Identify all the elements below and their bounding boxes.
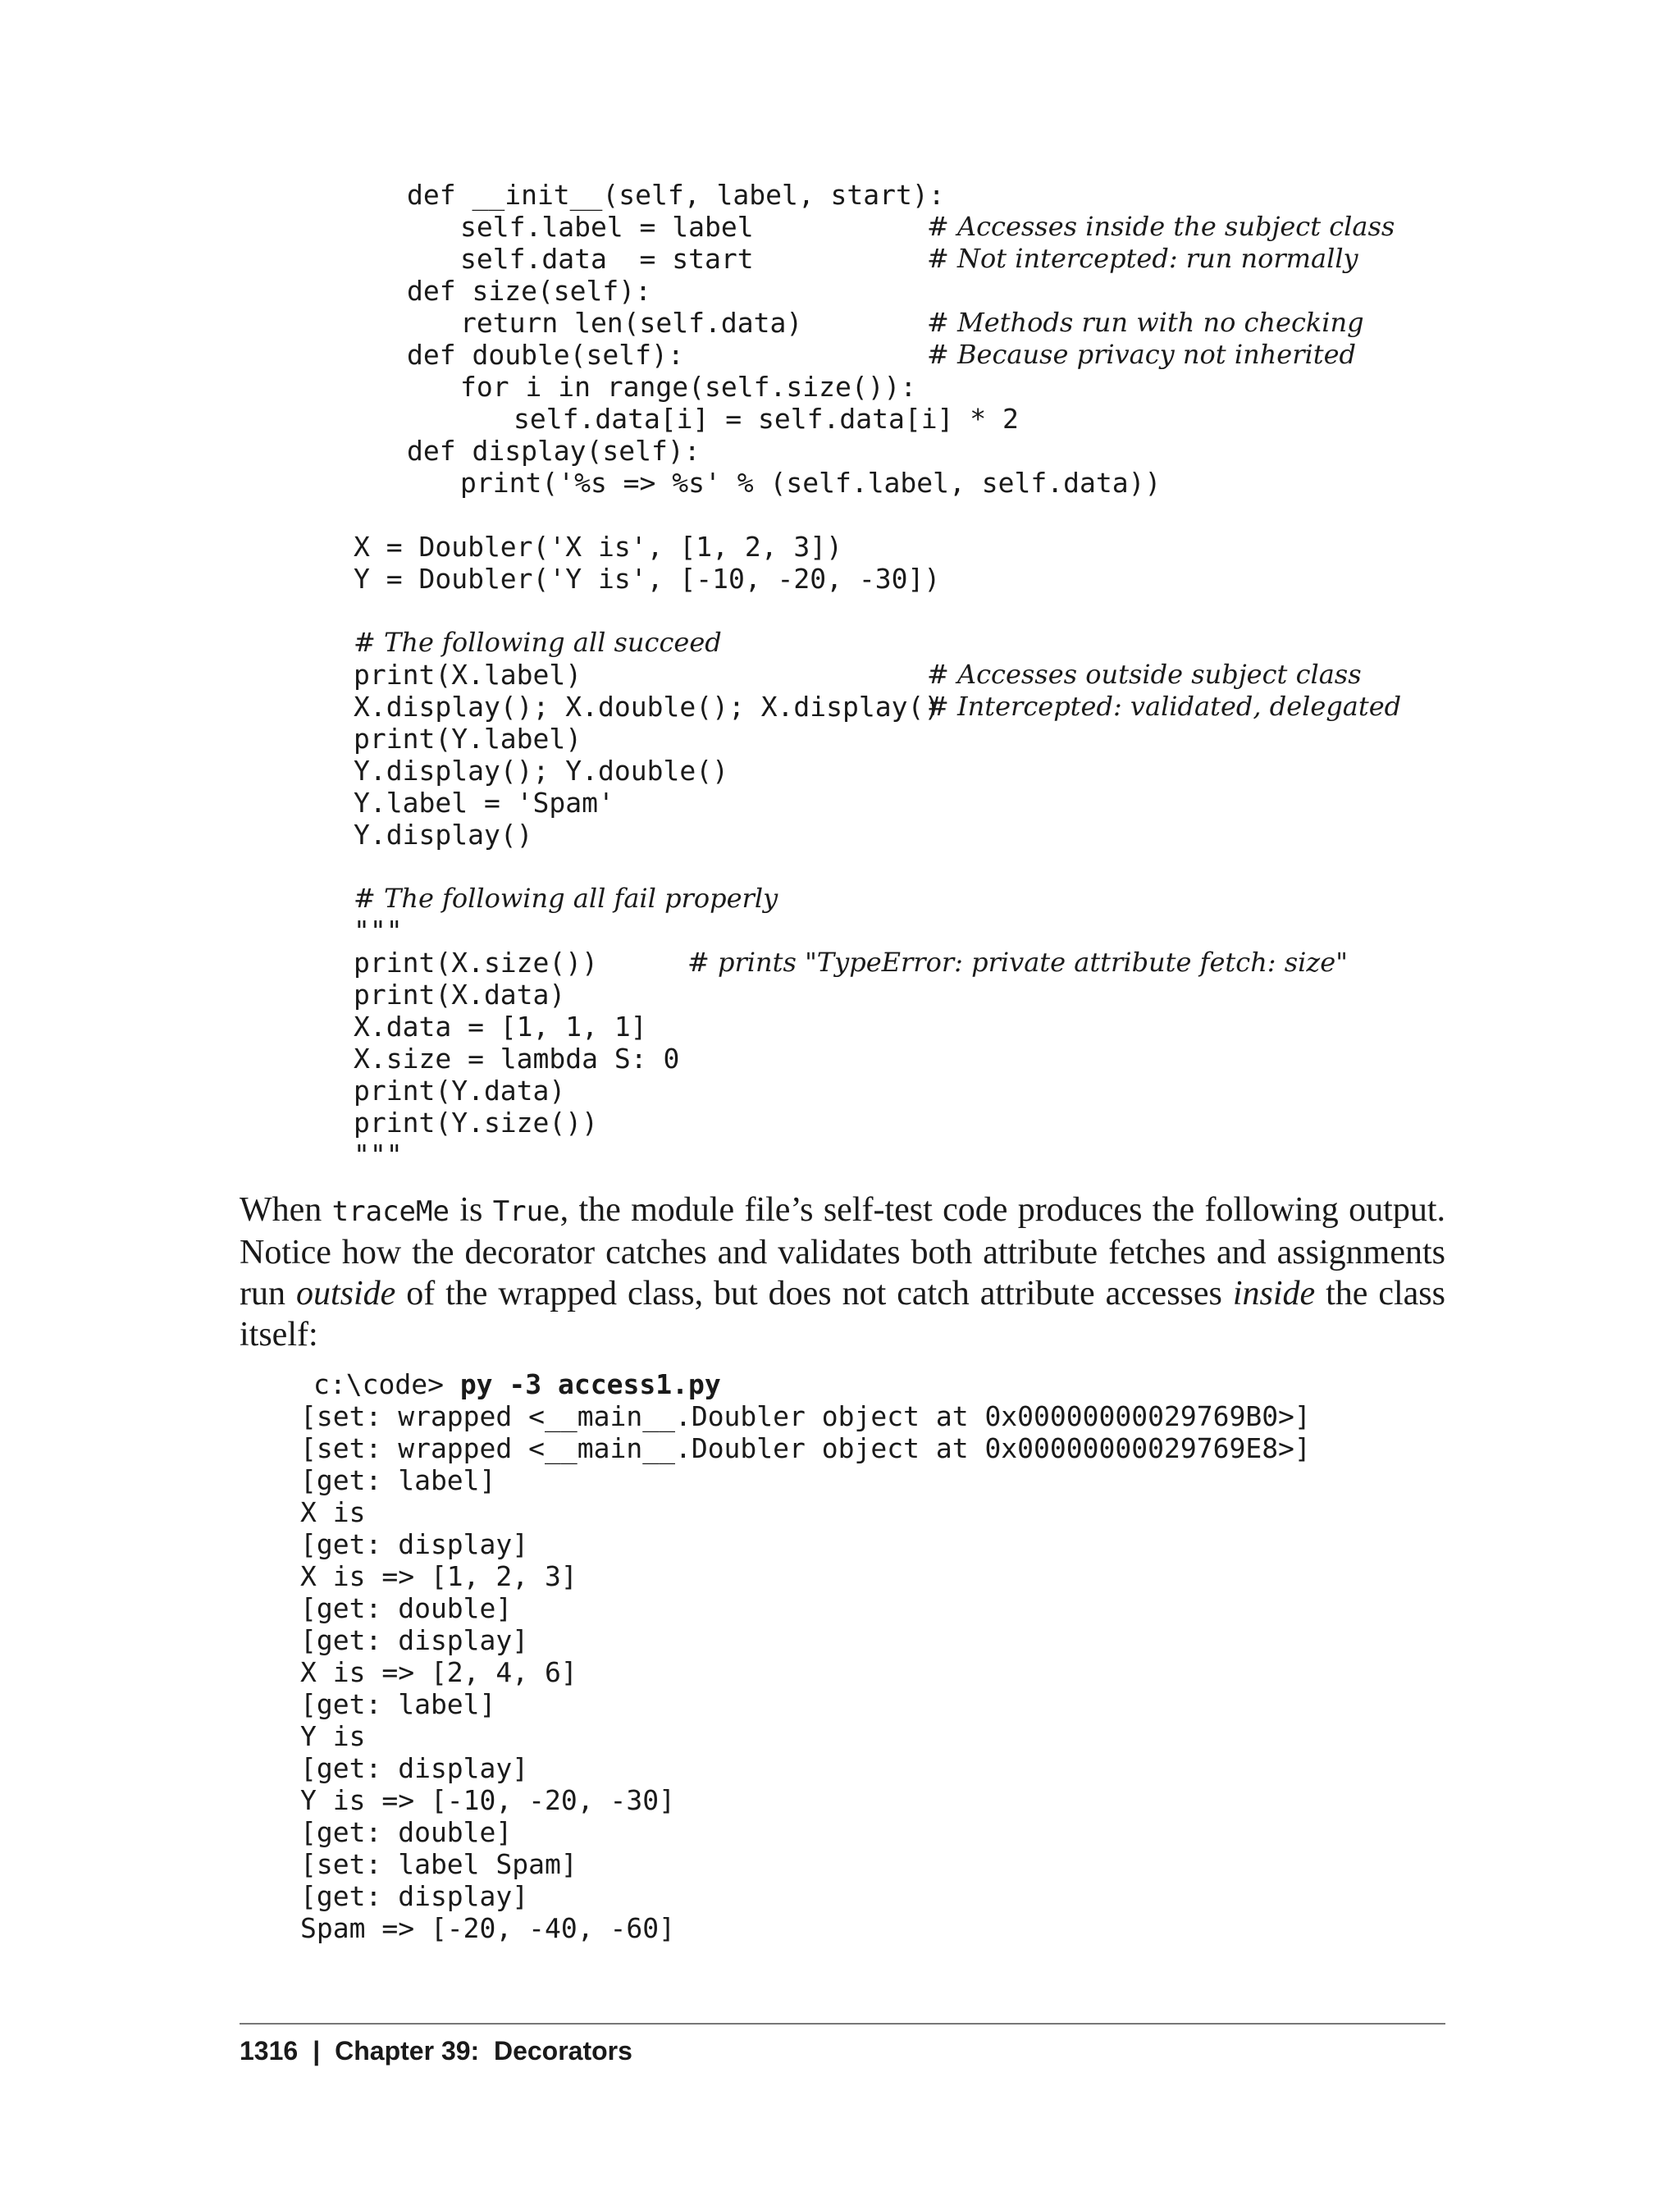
output-line: [get: label] [300,1688,496,1720]
output-line: [set: wrapped <__main__.Doubler object at 0x00000000029769E8>] [300,1432,1311,1464]
code-comment: # The following all succeed [354,627,722,658]
code-comment: # Accesses inside the subject class [927,211,1395,242]
code-comment: # The following all fail properly [354,883,778,914]
code-line: Y.display(); Y.double() [354,755,728,787]
code-line: print('%s => %s' % (self.label, self.data)) [460,467,1162,499]
code-line: Y = Doubler('Y is', [-10, -20, -30]) [354,563,941,595]
output-line: X is => [1, 2, 3] [300,1560,578,1592]
inline-code: True [492,1195,560,1228]
output-line: [set: wrapped <__main__.Doubler object at 0x00000000029769B0>] [300,1400,1311,1432]
output-line: [get: display] [300,1528,529,1560]
output-line: [get: display] [300,1624,529,1656]
emphasis: inside [1232,1275,1316,1312]
prose-text: the class itself: [240,1275,1445,1354]
code-line: X.data = [1, 1, 1] [354,1011,647,1043]
code-comment: # Accesses outside subject class [927,659,1362,690]
code-line: """ [354,1139,403,1171]
body-paragraph [240,1189,1445,1355]
code-line: self.label = label [460,211,754,243]
prose-text: of the wrapped class, but does not catch attribute accesses [395,1275,1233,1312]
code-line: def display(self): [407,435,701,467]
code-comment: # Not intercepted: run normally [927,243,1358,274]
output-line: [get: display] [300,1880,529,1912]
code-line: self.data = start [460,243,754,275]
code-comment: # prints "TypeError: private attribute fetch: size" [687,947,1348,978]
code-line: print(X.size()) [354,947,599,979]
command-line [313,1368,721,1400]
emphasis: outside [295,1275,396,1312]
code-line: return len(self.data) [460,307,803,339]
prose-text: , the module file’s self-test code produces the following output. Notice how the decorator catches and validates both attribute fetches and assignments run [240,1191,1445,1312]
code-line: X.display(); X.double(); X.display() [354,691,941,723]
shell-command: py -3 access1.py [459,1368,721,1400]
footer-separator: | [313,2036,321,2066]
code-line: X = Doubler('X is', [1, 2, 3]) [354,531,843,563]
code-line: Y.label = 'Spam' [354,787,614,819]
code-line: print(Y.size()) [354,1107,599,1139]
code-line: for i in range(self.size()): [460,371,917,403]
output-line: [get: label] [300,1464,496,1496]
shell-prompt: c:\code> [313,1368,460,1400]
output-line: [set: label Spam] [300,1848,578,1880]
code-comment: # Methods run with no checking [927,307,1364,338]
code-line: print(Y.label) [354,723,582,755]
code-line: print(X.label) [354,659,582,691]
output-line: Y is [300,1720,366,1752]
output-line: [get: double] [300,1816,513,1848]
inline-code: traceMe [331,1195,450,1228]
code-line: print(X.data) [354,979,566,1011]
code-comment: # Because privacy not inherited [927,339,1357,370]
code-line: print(Y.data) [354,1075,566,1107]
prose-text: When [240,1191,332,1229]
footer-rule [240,2023,1445,2025]
code-line: """ [354,915,403,947]
output-line: [get: double] [300,1592,513,1624]
chapter-title: Chapter 39: Decorators [335,2036,632,2066]
code-comment: # Intercepted: validated, delegated [927,691,1402,722]
code-line: def size(self): [407,275,652,307]
code-line: def __init__(self, label, start): [407,179,945,211]
output-line: X is [300,1496,366,1528]
code-line: X.size = lambda S: 0 [354,1043,680,1075]
page-footer [240,2034,632,2067]
page-number: 1316 [240,2036,299,2066]
prose-text: is [449,1191,493,1229]
output-line: Spam => [-20, -40, -60] [300,1912,675,1944]
code-line: def double(self): [407,339,684,371]
code-line: self.data[i] = self.data[i] * 2 [514,403,1019,435]
code-line: Y.display() [354,819,533,851]
output-line: [get: display] [300,1752,529,1784]
output-line: X is => [2, 4, 6] [300,1656,578,1688]
output-line: Y is => [-10, -20, -30] [300,1784,675,1816]
